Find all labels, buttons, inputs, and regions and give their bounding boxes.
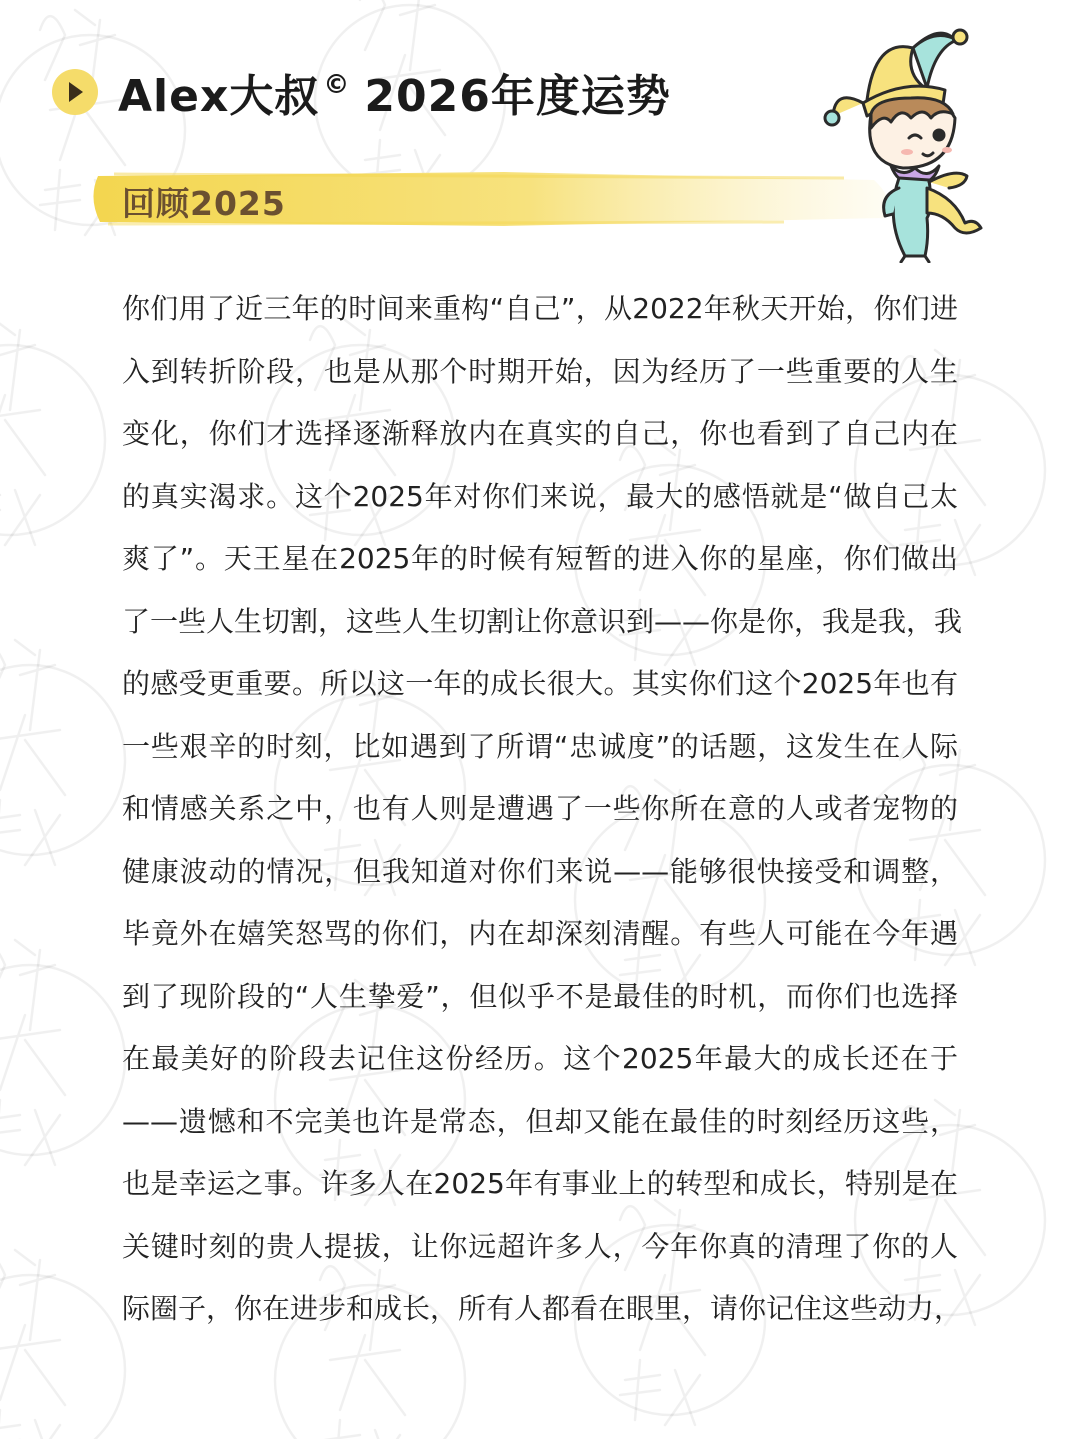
body-line: 到了现阶段的“人生挚爱”，但似乎不是最佳的时机，而你们也选择 — [122, 979, 958, 1013]
body-line: 际圈子，你在进步和成长，所有人都看在眼里，请你记住这些动力， — [122, 1292, 963, 1325]
body-line: 在最美好的阶段去记住这份经历。这个2025年最大的成长还在于 — [122, 1042, 958, 1075]
brand-name: Alex大叔 — [118, 71, 320, 122]
body-line: 一些艰辛的时刻，比如遇到了所谓“忠诚度”的话题，这发生在人际 — [122, 729, 958, 763]
article-body — [122, 278, 963, 1341]
body-line: 毕竟外在嬉笑怒骂的你们，内在却深刻清醒。有些人可能在今年遇 — [122, 917, 958, 950]
body-line: 关键时刻的贵人提拔，让你远超许多人，今年你真的清理了你的人 — [122, 1229, 958, 1263]
section-title: 回顾2025 — [122, 184, 286, 223]
body-line: 入到转折阶段，也是从那个时期开始，因为经历了一些重要的人生 — [122, 354, 958, 388]
body-line: 爽了”。天王星在2025年的时候有短暂的进入你的星座，你们做出 — [122, 542, 958, 575]
body-line: 你们用了近三年的时间来重构“自己”，从2022年秋天开始，你们进 — [122, 292, 958, 325]
body-line: 和情感关系之中，也有人则是遭遇了一些你所在意的人或者宠物的 — [122, 792, 958, 825]
body-line: 健康波动的情况，但我知道对你们来说——能够很快接受和调整， — [122, 854, 958, 888]
body-line: 的感受更重要。所以这一年的成长很大。其实你们这个2025年也有 — [122, 667, 958, 700]
body-line: 也是幸运之事。许多人在2025年有事业上的转型和成长，特别是在 — [122, 1167, 958, 1200]
page-header — [52, 60, 671, 124]
body-line: 的真实渴求。这个2025年对你们来说，最大的感悟就是“做自己太 — [122, 479, 958, 513]
play-badge — [52, 69, 98, 115]
body-line: 变化，你们才选择逐渐释放内在真实的自己，你也看到了自己内在 — [122, 417, 958, 450]
body-line: 了一些人生切割，这些人生切割让你意识到——你是你，我是我，我 — [122, 604, 963, 638]
headline: 2026年度运势 — [364, 71, 671, 122]
jester-mascot-illustration — [815, 18, 995, 263]
body-line: ——遗憾和不完美也许是常态，但却又能在最佳的时刻经历这些， — [122, 1104, 958, 1138]
copyright-mark: © — [323, 70, 351, 100]
play-icon — [52, 69, 98, 115]
page-title — [118, 60, 671, 124]
